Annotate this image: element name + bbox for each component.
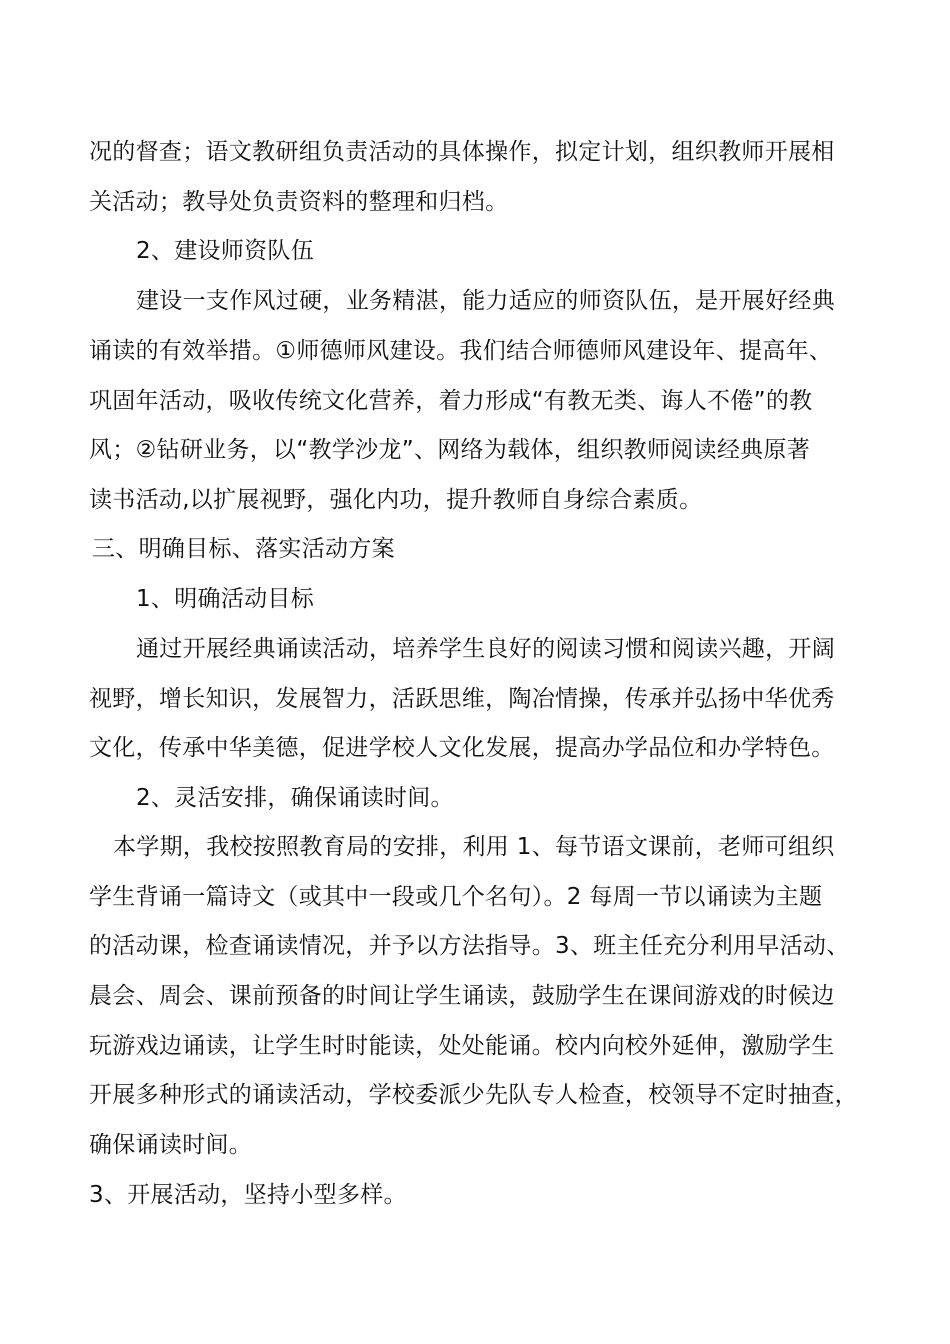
subsection-heading: 3、开展活动，坚持小型多样。	[89, 1182, 407, 1208]
text-line: 确保诵读时间。	[89, 1132, 253, 1158]
text-line: 巩固年活动，吸收传统文化营养，着力形成“有教无类、诲人不倦”的教	[89, 388, 813, 414]
subsection-heading: 1、明确活动目标	[136, 586, 315, 612]
text-line: 的活动课，检查诵读情况，并予以方法指导。3、班主任充分利用早活动、	[89, 933, 850, 959]
text-line: 读书活动,以扩展视野，强化内功，提升教师自身综合素质。	[89, 487, 703, 513]
text-line: 本学期，我校按照教育局的安排，利用 1、每节语文课前，老师可组织	[113, 834, 835, 860]
text-line: 学生背诵一篇诗文（或其中一段或几个名句）。2 每周一节以诵读为主题	[89, 884, 823, 910]
text-line: 开展多种形式的诵读活动，学校委派少先队专人检查，校领导不定时抽查，	[89, 1082, 858, 1108]
text-line: 关活动；教导处负责资料的整理和归档。	[89, 189, 509, 215]
text-line: 建设一支作风过硬，业务精湛，能力适应的师资队伍，是开展好经典	[136, 288, 835, 314]
text-line: 诵读的有效举措。①师德师风建设。我们结合师德师风建设年、提高年、	[89, 338, 833, 364]
text-line: 视野，增长知识，发展智力，活跃思维，陶冶情操，传承并弘扬中华优秀	[89, 686, 835, 712]
text-line: 晨会、周会、课前预备的时间让学生诵读，鼓励学生在课间游戏的时候边	[89, 983, 835, 1009]
section-heading: 三、明确目标、落实活动方案	[92, 536, 395, 562]
text-line: 况的督查；语文教研组负责活动的具体操作，拟定计划，组织教师开展相	[89, 139, 835, 165]
text-line: 风；②钻研业务，以“教学沙龙”、网络为载体，组织教师阅读经典原著	[89, 437, 811, 463]
subsection-heading: 2、建设师资队伍	[136, 238, 315, 264]
text-line: 文化，传承中华美德，促进学校人文化发展，提高办学品位和办学特色。	[89, 735, 835, 761]
subsection-heading: 2、灵活安排，确保诵读时间。	[136, 785, 454, 811]
text-line: 玩游戏边诵读，让学生时时能读，处处能诵。校内向校外延伸，激励学生	[89, 1033, 835, 1059]
text-line: 通过开展经典诵读活动，培养学生良好的阅读习惯和阅读兴趣，开阔	[136, 636, 835, 662]
